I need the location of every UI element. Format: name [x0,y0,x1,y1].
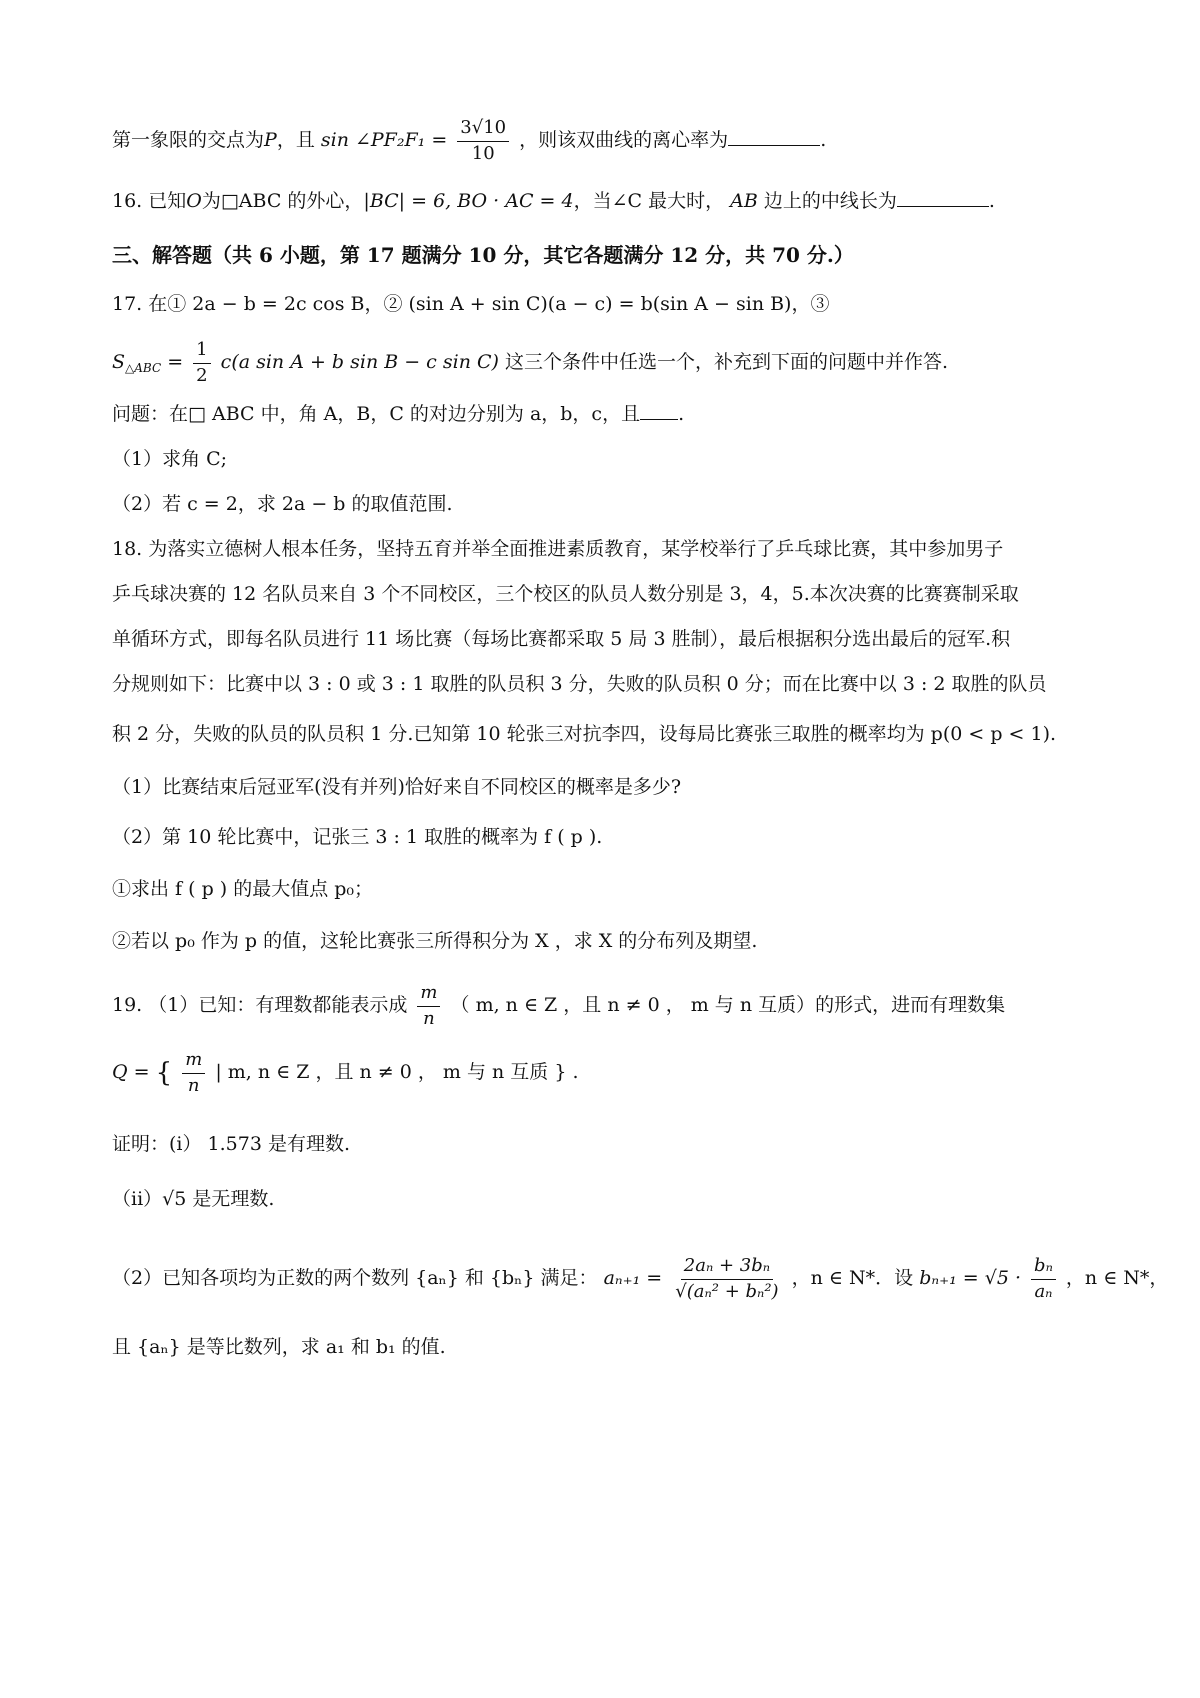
q16-ab: AB [730,190,758,212]
q19-part2-line [112,1255,1169,1302]
q19-part2-d: ，n ∈ N*， [1065,1267,1169,1290]
q16-o: O [186,190,202,212]
q19-line1 [112,983,1112,1029]
q18-sub1: ①求出 f ( p ) 的最大值点 p₀； [112,878,374,900]
q18-para-line2: 乒乓球决赛的 12 名队员来自 3 个不同校区，三个校区的队员人数分别是 3，4，5.本次决赛的比赛赛制采取 [112,583,1019,605]
q19-l2-frac [182,1050,205,1096]
q19-part2-frac2-den: aₙ [1034,1280,1053,1302]
q19-l1-frac-den: n [423,1007,435,1029]
q17-problem-end: . [678,403,685,425]
q19-part2-frac2-num: bₙ [1031,1256,1056,1280]
q15-prefix: 第一象限的交点为 [112,129,265,152]
q18-para-line1: 18. 为落实立德树人根本任务，坚持五育并举全面推进素质教育，某学校举行了乒乓球比赛，其中参加男子 [112,538,1004,560]
q18-part2: （2）第 10 轮比赛中，记张三 3 : 1 取胜的概率为 f ( p ). [112,826,603,848]
q19-proof-i [112,1133,1112,1156]
q15-end: . [820,129,827,152]
q19-l1-frac [417,983,440,1029]
q19-part2-b: ，n ∈ N*．设 [791,1267,914,1290]
q19-line2 [112,1050,1112,1096]
q19-proof-ii: （ii）√5 是无理数. [112,1188,275,1210]
q17-problem [112,403,1112,426]
q19-l1-frac-num: m [417,983,440,1007]
q18-para-line5: 积 2 分，失败的队员的队员积 1 分.已知第 10 轮张三对抗李四，设每局比赛张三取胜的概率均为 p(0 < p < 1). [112,723,1057,745]
q19-l2-a: Q = [112,1061,150,1084]
section-3-title: 三、解答题（共 6 小题，第 17 题满分 10 分，其它各题满分 12 分，共 70 分.） [112,243,854,267]
q19-part2-lhs: aₙ₊₁ = [603,1267,663,1290]
q17-expr: c(a sin A + b sin B − c sin C) [220,351,499,374]
q15-frac-num: 3√10 [457,118,509,142]
q19-l1-b: （ m, n ∈ Z ，且 n ≠ 0 ， m 与 n 互质）的形式，进而有理数集 [450,994,1006,1017]
q15-point-p: P [264,129,277,152]
q17-half-den: 2 [196,364,208,386]
q17-half [193,340,210,386]
q19-l2-frac-den: n [187,1074,200,1096]
q19-part2-frac2 [1031,1256,1056,1302]
q18-sub2: ②若以 p₀ 作为 p 的值，这轮比赛张三所得积分为 X ，求 X 的分布列及期望. [112,930,758,952]
q17-part1: （1）求角 C; [112,448,228,470]
q19-proof-label: 证明：(i） [112,1133,202,1155]
q18-para-line4: 分规则如下：比赛中以 3 : 0 或 3 : 1 取胜的队员积 3 分，失败的队员积 0 分；而在比赛中以 3 : 2 取胜的队员 [112,673,1047,695]
q16-line [112,190,1112,213]
q17-eq: = [167,351,184,374]
q19-part2-frac-den: √(aₙ² + bₙ²) [675,1280,779,1302]
q19-l2-brace: { [155,1058,173,1089]
q16-text2: ，当∠C 最大时， [573,190,725,212]
q15-mid: ，且 [276,129,315,152]
q19-l2-b: | m, n ∈ Z ，且 n ≠ 0 ， m 与 n 互质 } . [215,1061,579,1084]
q15-tail-line [112,118,1112,164]
q17-half-num: 1 [193,340,210,364]
q17-text: 这三个条件中任选一个，补充到下面的问题中并作答. [504,351,949,374]
q15-frac-den: 10 [471,142,495,164]
q19-l2-frac-num: m [182,1050,205,1074]
q16-text1: 为□ABC 的外心， [201,190,364,212]
q16-answer-blank [897,205,989,207]
q19-l1-a: 19. （1）已知：有理数都能表示成 [112,994,408,1017]
q18-para-line3: 单循环方式，即每名队员进行 11 场比赛（每场比赛都采取 5 局 3 胜制），最后根据积分选出最后的冠军.积 [112,628,1011,650]
q17-problem-text: 问题：在□ ABC 中，角 A，B，C 的对边分别为 a，b，c，且 [112,403,641,425]
q19-proof-number: 1.573 [207,1133,262,1155]
q17-s: S [112,351,126,374]
q17-part2: （2）若 c = 2，求 2a − b 的取值范围. [112,493,453,515]
q16-label: 16. 已知 [112,190,187,212]
q19-part2-a: （2）已知各项均为正数的两个数列 {aₙ} 和 {bₙ} 满足： [112,1267,598,1290]
q19-part2-c: bₙ₊₁ = √5 · [919,1267,1021,1290]
q17-line2 [112,340,1112,386]
q17-s-sub: △ABC [125,361,162,376]
q15-sin-expr: sin ∠PF₂F₁ = [320,129,448,152]
q16-condition: |BC| = 6, BO · AC = 4 [363,190,574,212]
q18-part1: （1）比赛结束后冠亚军(没有并列)恰好来自不同校区的概率是多少? [112,776,682,798]
q15-suffix: ，则该双曲线的离心率为 [519,129,729,152]
q15-fraction [457,118,509,164]
q16-end: . [988,190,995,212]
q15-answer-blank [728,144,820,146]
q19-last-line: 且 {aₙ} 是等比数列，求 a₁ 和 b₁ 的值. [112,1336,446,1358]
q17-problem-blank [640,418,678,420]
q16-text3: 边上的中线长为 [763,190,897,212]
q19-part2-frac-num: 2aₙ + 3bₙ [681,1256,773,1280]
q19-proof-text: 是有理数. [268,1133,351,1155]
q17-line1: 17. 在① 2a − b = 2c cos B，② (sin A + sin C)(a − c) = b(sin A − sin B)，③ [112,293,830,315]
q19-part2-frac [672,1256,781,1302]
